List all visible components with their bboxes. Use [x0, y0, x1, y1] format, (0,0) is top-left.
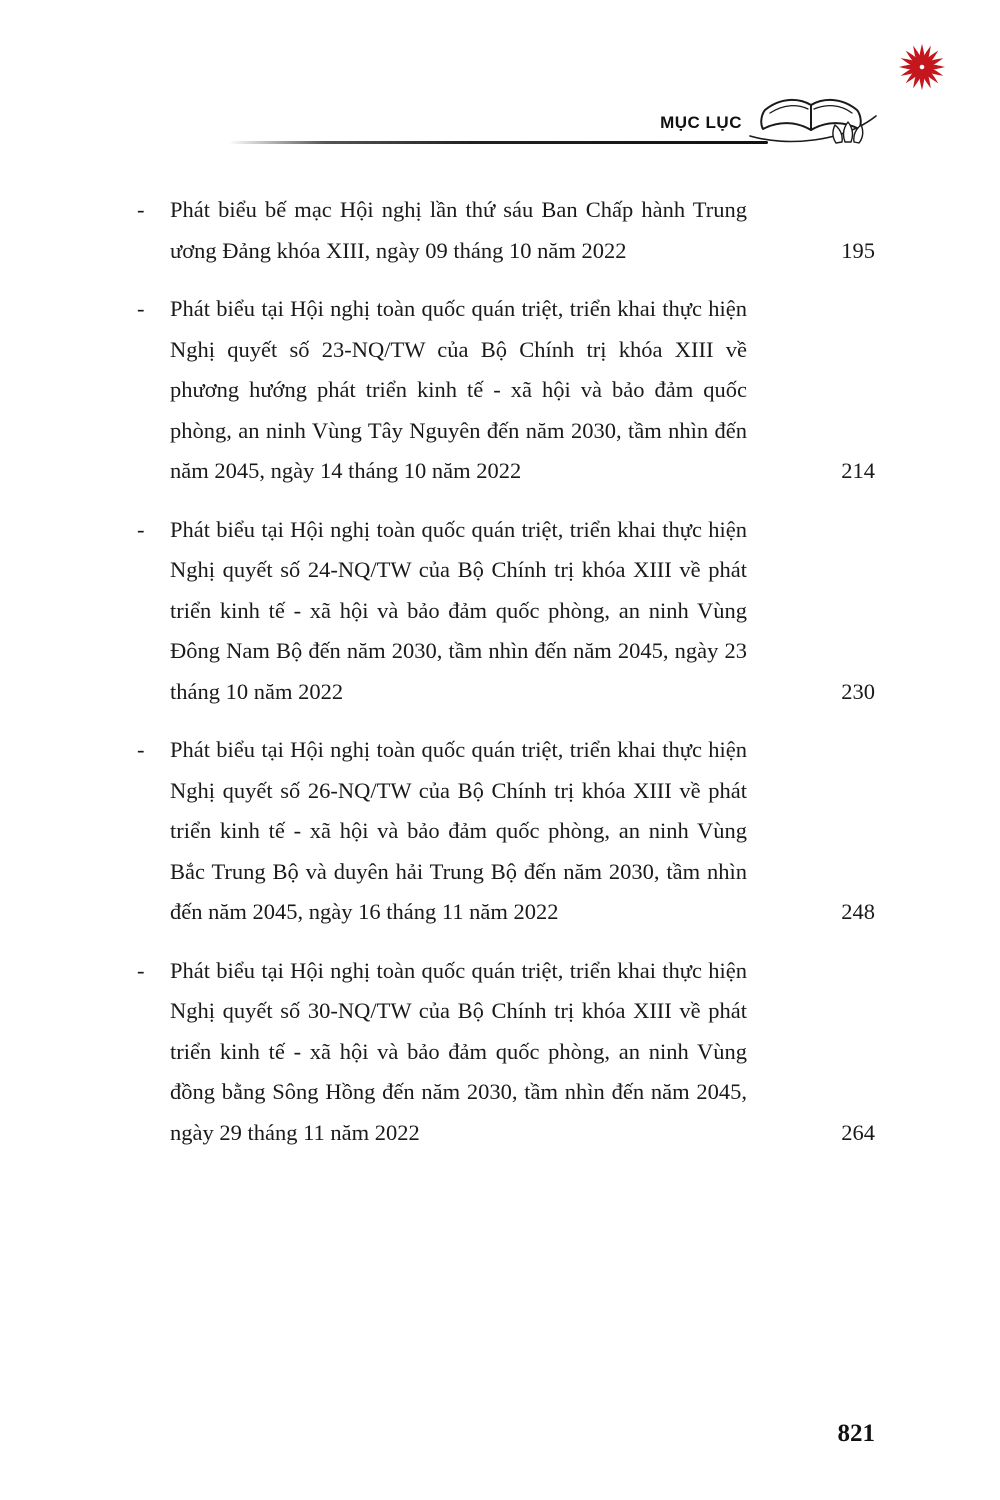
entry-dash: -	[137, 957, 145, 983]
entry-title: Phát biểu bế mạc Hội nghị lần thứ sáu Ban Chấp hành Trung ương Đảng khóa XIII, ngày 09 tháng 10 năm 2022	[170, 197, 747, 263]
entry-page-number: 195	[841, 237, 875, 263]
entry-title: Phát biểu tại Hội nghị toàn quốc quán triệt, triển khai thực hiện Nghị quyết số 24-NQ/TW của Bộ Chính trị khóa XIII về phát triển kinh tế - xã hội và bảo đảm quốc phòng, an ninh Vùng Đông Nam Bộ đến năm 2030, tầm nhìn đến năm 2045, ngày 23 tháng 10 năm 2022	[170, 516, 747, 704]
entry-page-number: 264	[841, 1119, 875, 1145]
toc-list	[135, 190, 875, 1171]
folio-page-number: 821	[837, 1420, 875, 1447]
entry-title: Phát biểu tại Hội nghị toàn quốc quán triệt, triển khai thực hiện Nghị quyết số 23-NQ/TW của Bộ Chính trị khóa XIII về phương hướng phát triển kinh tế - xã hội và bảo đảm quốc phòng, an ninh Vùng Tây Nguyên đến năm 2030, tầm nhìn đến năm 2045, ngày 14 tháng 10 năm 2022	[170, 296, 747, 483]
entry-title: Phát biểu tại Hội nghị toàn quốc quán triệt, triển khai thực hiện Nghị quyết số 30-NQ/TW của Bộ Chính trị khóa XIII về phát triển kinh tế - xã hội và bảo đảm quốc phòng, an ninh Vùng đồng bằng Sông Hồng đến năm 2030, tầm nhìn đến năm 2045, ngày 29 tháng 11 năm 2022	[170, 957, 747, 1145]
entry-page-number: 230	[841, 678, 875, 704]
header-divider	[228, 141, 768, 144]
entry-dash: -	[137, 516, 145, 542]
entry-dash: -	[137, 737, 145, 762]
toc-entry	[135, 730, 875, 933]
page-title: MỤC LỤC	[660, 113, 742, 132]
toc-entry	[135, 951, 875, 1154]
entry-title: Phát biểu tại Hội nghị toàn quốc quán triệt, triển khai thực hiện Nghị quyết số 26-NQ/TW của Bộ Chính trị khóa XIII về phát triển kinh tế - xã hội và bảo đảm quốc phòng, an ninh Vùng Bắc Trung Bộ và duyên hải Trung Bộ đến năm 2030, tầm nhìn đến năm 2045, ngày 16 tháng 11 năm 2022	[170, 737, 747, 924]
entry-dash: -	[137, 197, 145, 222]
starburst-icon	[897, 42, 947, 92]
entry-dash: -	[137, 296, 145, 321]
entry-page-number: 248	[841, 899, 875, 924]
toc-entry	[135, 289, 875, 492]
entry-page-number: 214	[841, 458, 875, 483]
toc-entry	[135, 190, 875, 271]
toc-entry	[135, 510, 875, 713]
open-book-lotus-icon	[748, 80, 878, 155]
publisher-emblem-icon	[897, 42, 947, 92]
